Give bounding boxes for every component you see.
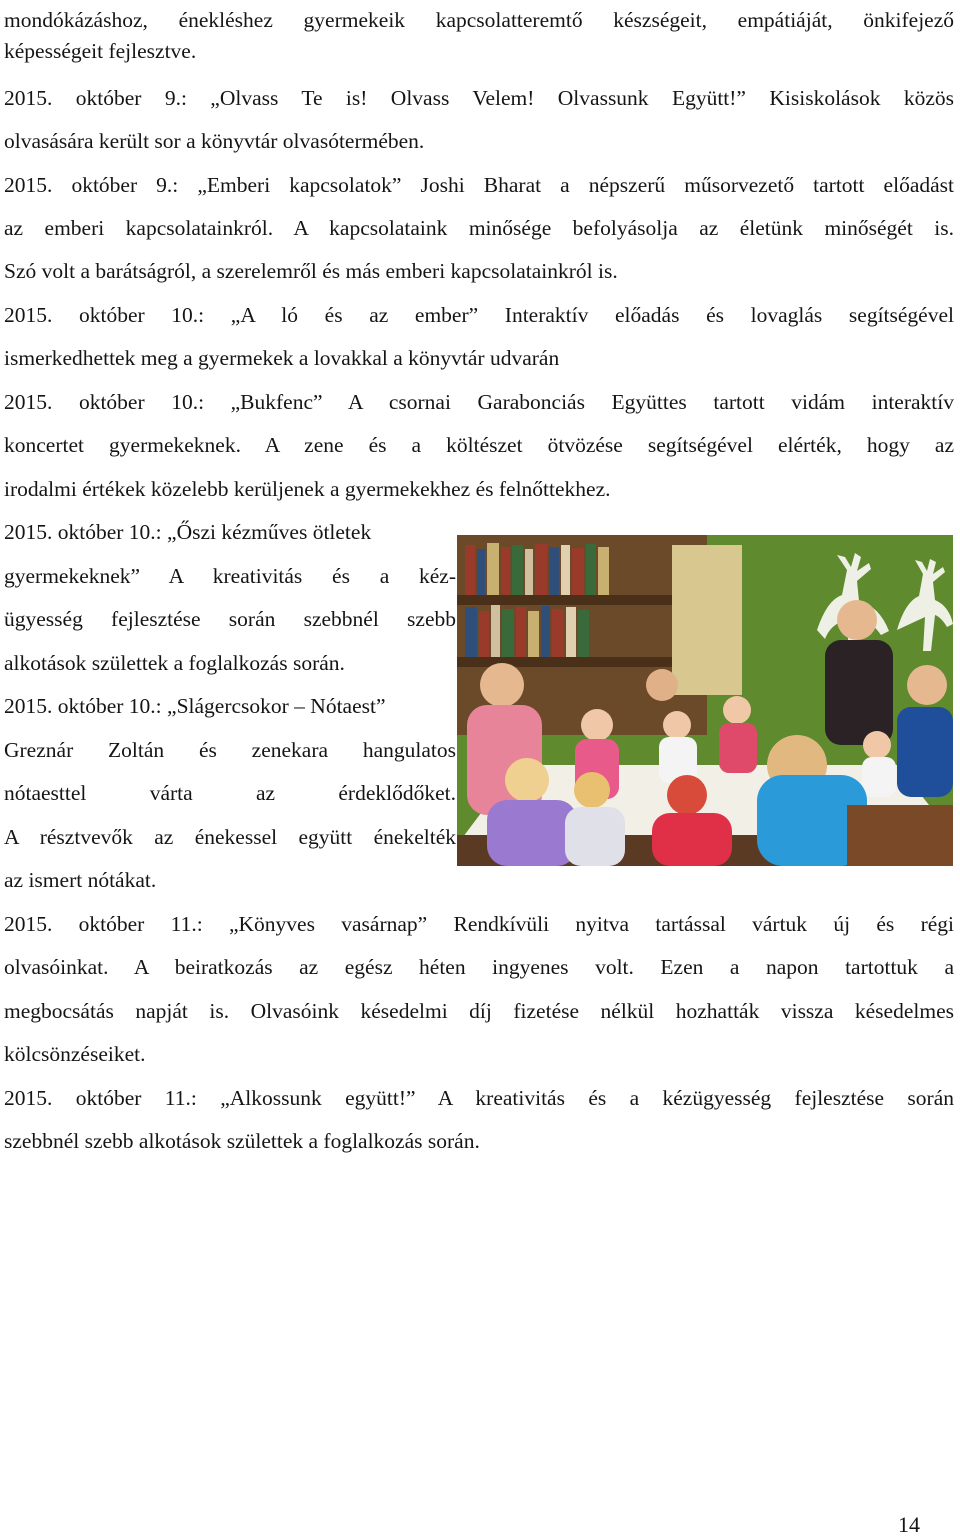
paragraph-line: irodalmi értékek közelebb kerüljenek a gyermekekhez és felnőttekhez. xyxy=(4,477,611,501)
paragraph-line: 2015. október 11.: „Könyves vasárnap” Rendkívüli nyitva tartással vártuk új és régi xyxy=(4,912,954,936)
paragraph-line: koncertet gyermekeknek. A zene és a költészet ötvözése segítségével elérték, hogy az xyxy=(4,433,954,457)
paragraph-line: gyermekeknek” A kreativitás és a kéz- xyxy=(4,564,456,588)
paragraph-line: 2015. október 9.: „Emberi kapcsolatok” Joshi Bharat a népszerű műsorvezető tartott előadást xyxy=(4,173,954,197)
paragraph-line: olvasóinkat. A beiratkozás az egész héten ingyenes volt. Ezen a napon tartottuk a xyxy=(4,955,954,979)
paragraph-line: az emberi kapcsolatainkról. A kapcsolataink minősége befolyásolja az életünk minőségét is. xyxy=(4,216,954,240)
paragraph-line: 2015. október 11.: „Alkossunk együtt!” A kreativitás és a kézügyesség fejlesztése során xyxy=(4,1086,954,1110)
paragraph-line: mondókázáshoz, énekléshez gyermekeik kapcsolatteremtő készségeit, empátiáját, önkifejező xyxy=(4,8,954,32)
paragraph-line: olvasására került sor a könyvtár olvasótermében. xyxy=(4,129,425,153)
paragraph-line: kölcsönzéseiket. xyxy=(4,1042,146,1066)
paragraph-line: 2015. október 10.: „A ló és az ember” Interaktív előadás és lovaglás segítségével xyxy=(4,303,954,327)
workshop-photo-illustration xyxy=(457,535,953,866)
paragraph-line: A résztvevők az énekessel együtt énekelték xyxy=(4,825,456,849)
paragraph-line: 2015. október 10.: „Slágercsokor – Nótaest” xyxy=(4,694,386,718)
paragraph-line: ismerkedhettek meg a gyermekek a lovakkal a könyvtár udvarán xyxy=(4,346,560,370)
paragraph-line: nótaesttel várta az érdeklődőket. xyxy=(4,781,456,805)
page-number: 14 xyxy=(898,1512,920,1537)
paragraph-line: Szó volt a barátságról, a szerelemről és más emberi kapcsolatainkról is. xyxy=(4,259,618,283)
paragraph-line: 2015. október 10.: „Őszi kézműves ötletek xyxy=(4,520,372,544)
paragraph-line: alkotások születtek a foglalkozás során. xyxy=(4,651,345,675)
paragraph-line: ügyesség fejlesztése során szebbnél szebb xyxy=(4,607,456,631)
paragraph-line: 2015. október 9.: „Olvass Te is! Olvass Velem! Olvassunk Együtt!” Kisiskolások közös xyxy=(4,86,954,110)
paragraph-line: szebbnél szebb alkotások születtek a foglalkozás során. xyxy=(4,1129,480,1153)
paragraph-line: Greznár Zoltán és zenekara hangulatos xyxy=(4,738,456,762)
workshop-photo xyxy=(457,535,953,866)
paragraph-line: képességeit fejlesztve. xyxy=(4,39,197,63)
paragraph-line: megbocsátás napját is. Olvasóink késedelmi díj fizetése nélkül hozhatták vissza késedelmes xyxy=(4,999,954,1023)
paragraph-line: 2015. október 10.: „Bukfenc” A csornai Garabonciás Együttes tartott vidám interaktív xyxy=(4,390,954,414)
paragraph-line: az ismert nótákat. xyxy=(4,868,157,892)
